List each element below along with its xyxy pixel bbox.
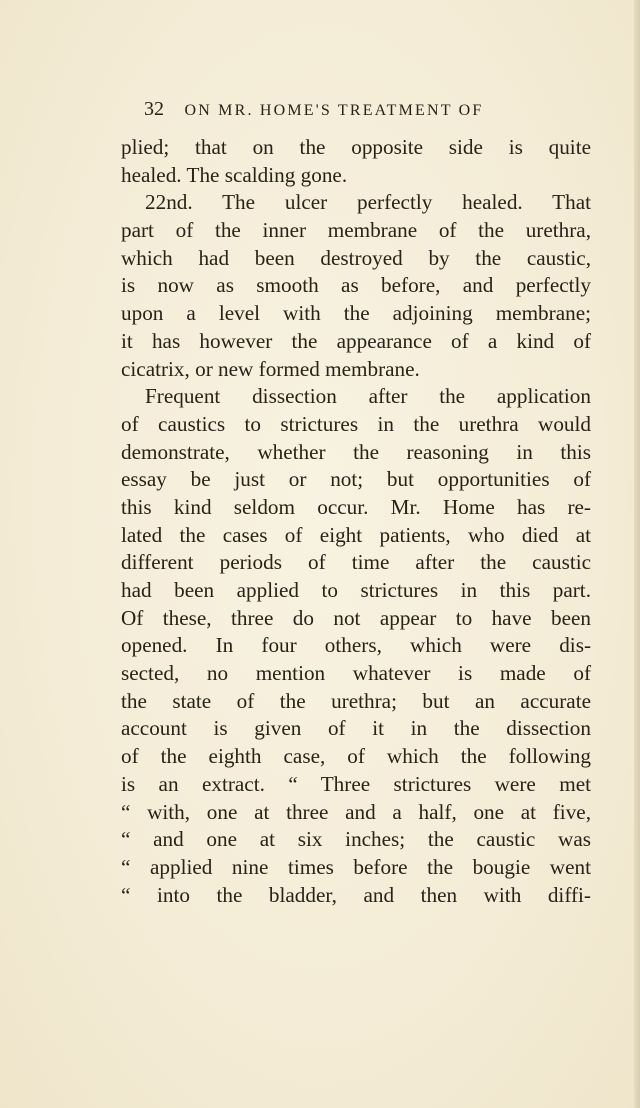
text-line: Of these, three do not appear to have been [121,605,591,630]
text-line: account is given of it in the dissection [121,716,591,741]
text-line: 22nd. The ulcer perfectly healed. That [145,190,591,215]
text-line: “ with, one at three and a half, one at five, [121,799,591,824]
running-header [144,98,548,121]
text-line: it has however the appearance of a kind of [121,328,591,353]
text-line: the state of the urethra; but an accurate [121,688,591,713]
text-line: essay be just or not; but opportunities of [121,467,591,492]
text-line: healed. The scalding gone. [121,162,348,187]
page-number: 32 [144,98,164,120]
text-line: is an extract. “ Three strictures were met [121,771,591,796]
text-line: Frequent dissection after the application [145,384,591,409]
text-line: “ into the bladder, and then with diffi- [121,882,591,907]
running-title: ON MR. HOME'S TREATMENT OF [184,102,484,119]
text-line: sected, no mention whatever is made of [121,661,591,686]
text-line: “ applied nine times before the bougie went [121,854,591,879]
text-line: upon a level with the adjoining membrane; [121,301,591,326]
text-line: is now as smooth as before, and perfectly [121,273,591,298]
text-line: of caustics to strictures in the urethra would [121,411,591,436]
text-line: lated the cases of eight patients, who died at [121,522,591,547]
text-line: cicatrix, or new formed membrane. [121,356,420,381]
page-edge [634,0,640,1108]
text-line: plied; that on the opposite side is quite [121,135,591,159]
text-line: opened. In four others, which were dis- [121,633,591,658]
text-line: had been applied to strictures in this part. [121,578,591,602]
text-line: different periods of time after the caustic [121,550,591,575]
text-line: this kind seldom occur. Mr. Home has re- [121,494,591,519]
text-line: of the eighth case, of which the following [121,744,591,769]
text-line: demonstrate, whether the reasoning in this [121,439,591,464]
text-line: “ and one at six inches; the caustic was [121,827,591,852]
text-line: which had been destroyed by the caustic, [121,245,591,270]
body-text [121,134,591,909]
text-line: part of the inner membrane of the urethra, [121,218,591,243]
